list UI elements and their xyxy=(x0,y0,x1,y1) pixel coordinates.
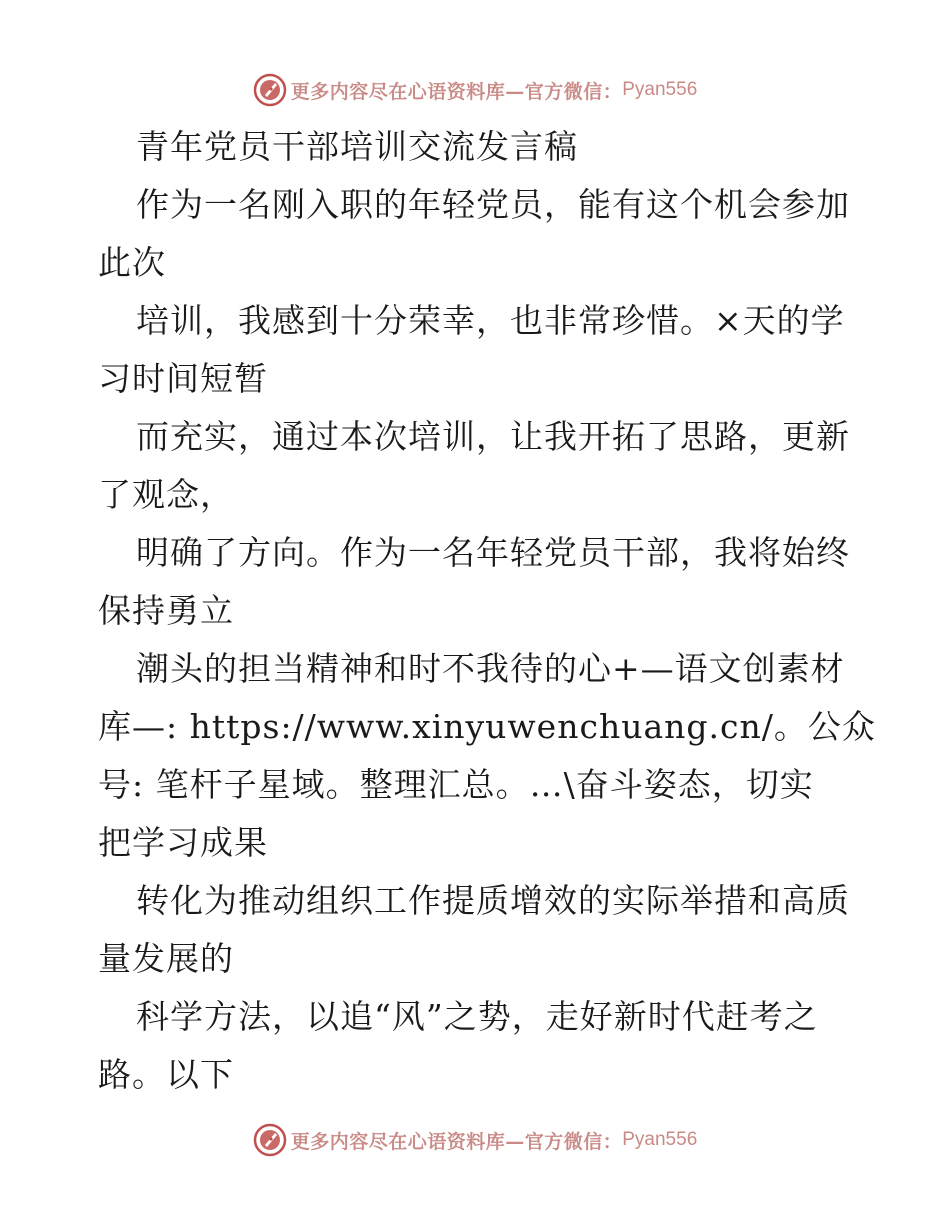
text-line: 作为一名刚入职的年轻党员，能有这个机会参加 xyxy=(136,185,850,224)
text-line: 保持勇立 xyxy=(98,591,234,630)
text-line: 路。以下 xyxy=(98,1055,234,1094)
text-line: 把学习成果 xyxy=(98,823,268,862)
text-line: 习时间短暂 xyxy=(98,359,268,398)
text-line: 明确了方向。作为一名年轻党员干部，我将始终 xyxy=(136,533,850,572)
document-title: 青年党员干部培训交流发言稿 xyxy=(136,127,578,166)
banner-contact: Pyan556 xyxy=(622,79,698,100)
pen-nib-seal-icon xyxy=(253,1123,287,1157)
header-watermark-banner xyxy=(0,70,950,110)
text-line: 而充实，通过本次培训，让我开拓了思路，更新 xyxy=(136,417,850,456)
pen-nib-seal-icon xyxy=(253,73,287,107)
banner-contact: Pyan556 xyxy=(622,1129,698,1150)
text-line: 库—: https://www.xinyuwenchuang.cn/。公众 xyxy=(98,707,876,746)
text-line: 潮头的担当精神和时不我待的心+—语文创素材 xyxy=(136,649,845,688)
text-line: 此次 xyxy=(98,243,166,282)
document-body xyxy=(98,118,876,1104)
text-line: 了观念， xyxy=(98,475,234,514)
banner-text: 更多内容尽在心语资料库—官方微信： xyxy=(290,1130,623,1153)
text-line: 培训，我感到十分荣幸，也非常珍惜。×天的学 xyxy=(136,301,845,340)
banner-text: 更多内容尽在心语资料库—官方微信： xyxy=(290,80,623,103)
footer-watermark-banner xyxy=(0,1120,950,1160)
text-line: 转化为推动组织工作提质增效的实际举措和高质 xyxy=(136,881,850,920)
text-line: 科学方法，以追“风”之势，走好新时代赶考之 xyxy=(136,997,818,1036)
text-line: 号: 笔杆子星域。整理汇总。…\奋斗姿态，切实 xyxy=(98,765,814,804)
text-line: 量发展的 xyxy=(98,939,234,978)
